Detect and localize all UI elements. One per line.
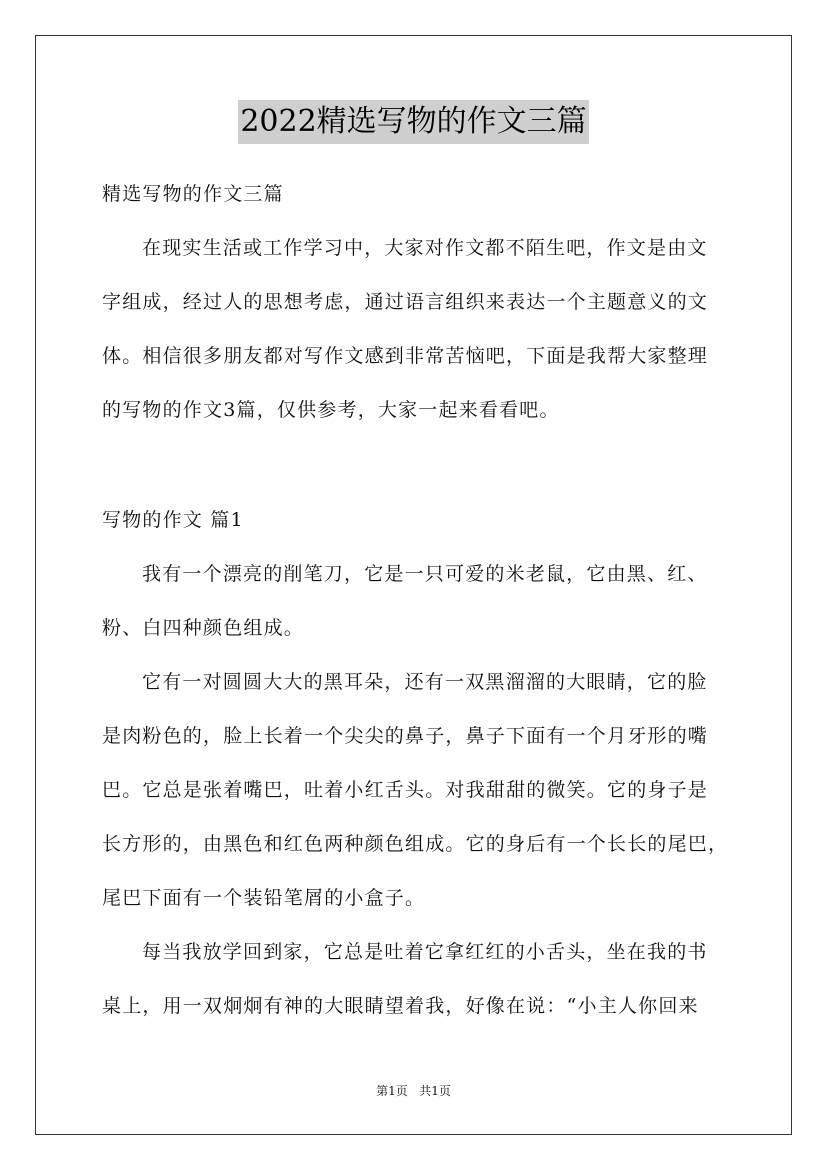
body-line-5: 巴。它总是张着嘴巴，吐着小红舌头。对我甜甜的微笑。它的身子是 — [102, 779, 709, 801]
body-line-6: 长方形的，由黑色和红色两种颜色组成。它的身后有一个长长的尾巴， — [102, 833, 729, 855]
page-number-label: 第1页 — [376, 1084, 408, 1098]
title-wrap — [0, 100, 827, 144]
intro-line-3: 体。相信很多朋友都对写作文感到非常苦恼吧，下面是我帮大家整理 — [102, 345, 709, 367]
intro-line-4: 的写物的作文3篇，仅供参考，大家一起来看看吧。 — [102, 399, 560, 421]
body-line-4: 是肉粉色的，脸上长着一个尖尖的鼻子，鼻子下面有一个月牙形的嘴 — [102, 725, 709, 747]
body-line-8: 每当我放学回到家，它总是吐着它拿红红的小舌头，坐在我的书 — [142, 941, 708, 963]
body-line-7: 尾巴下面有一个装铅笔屑的小盒子。 — [102, 887, 426, 909]
subtitle-line: 精选写物的作文三篇 — [102, 183, 284, 205]
intro-line-1: 在现实生活或工作学习中，大家对作文都不陌生吧，作文是由文 — [142, 237, 708, 259]
body-line-2: 粉、白四种颜色组成。 — [102, 617, 305, 639]
document-title: 2022精选写物的作文三篇 — [238, 100, 588, 144]
section-heading: 写物的作文 篇1 — [102, 509, 244, 531]
page-footer — [0, 1083, 827, 1099]
intro-line-2: 字组成，经过人的思想考虑，通过语言组织来表达一个主题意义的文 — [102, 291, 709, 313]
body-line-1: 我有一个漂亮的削笔刀，它是一只可爱的米老鼠，它由黑、红、 — [142, 563, 708, 585]
body-line-3: 它有一对圆圆大大的黑耳朵，还有一双黑溜溜的大眼睛，它的脸 — [142, 671, 708, 693]
total-pages-label: 共1页 — [419, 1084, 451, 1098]
body-line-9: 桌上，用一双炯炯有神的大眼睛望着我，好像在说：“小主人你回来 — [102, 995, 699, 1017]
